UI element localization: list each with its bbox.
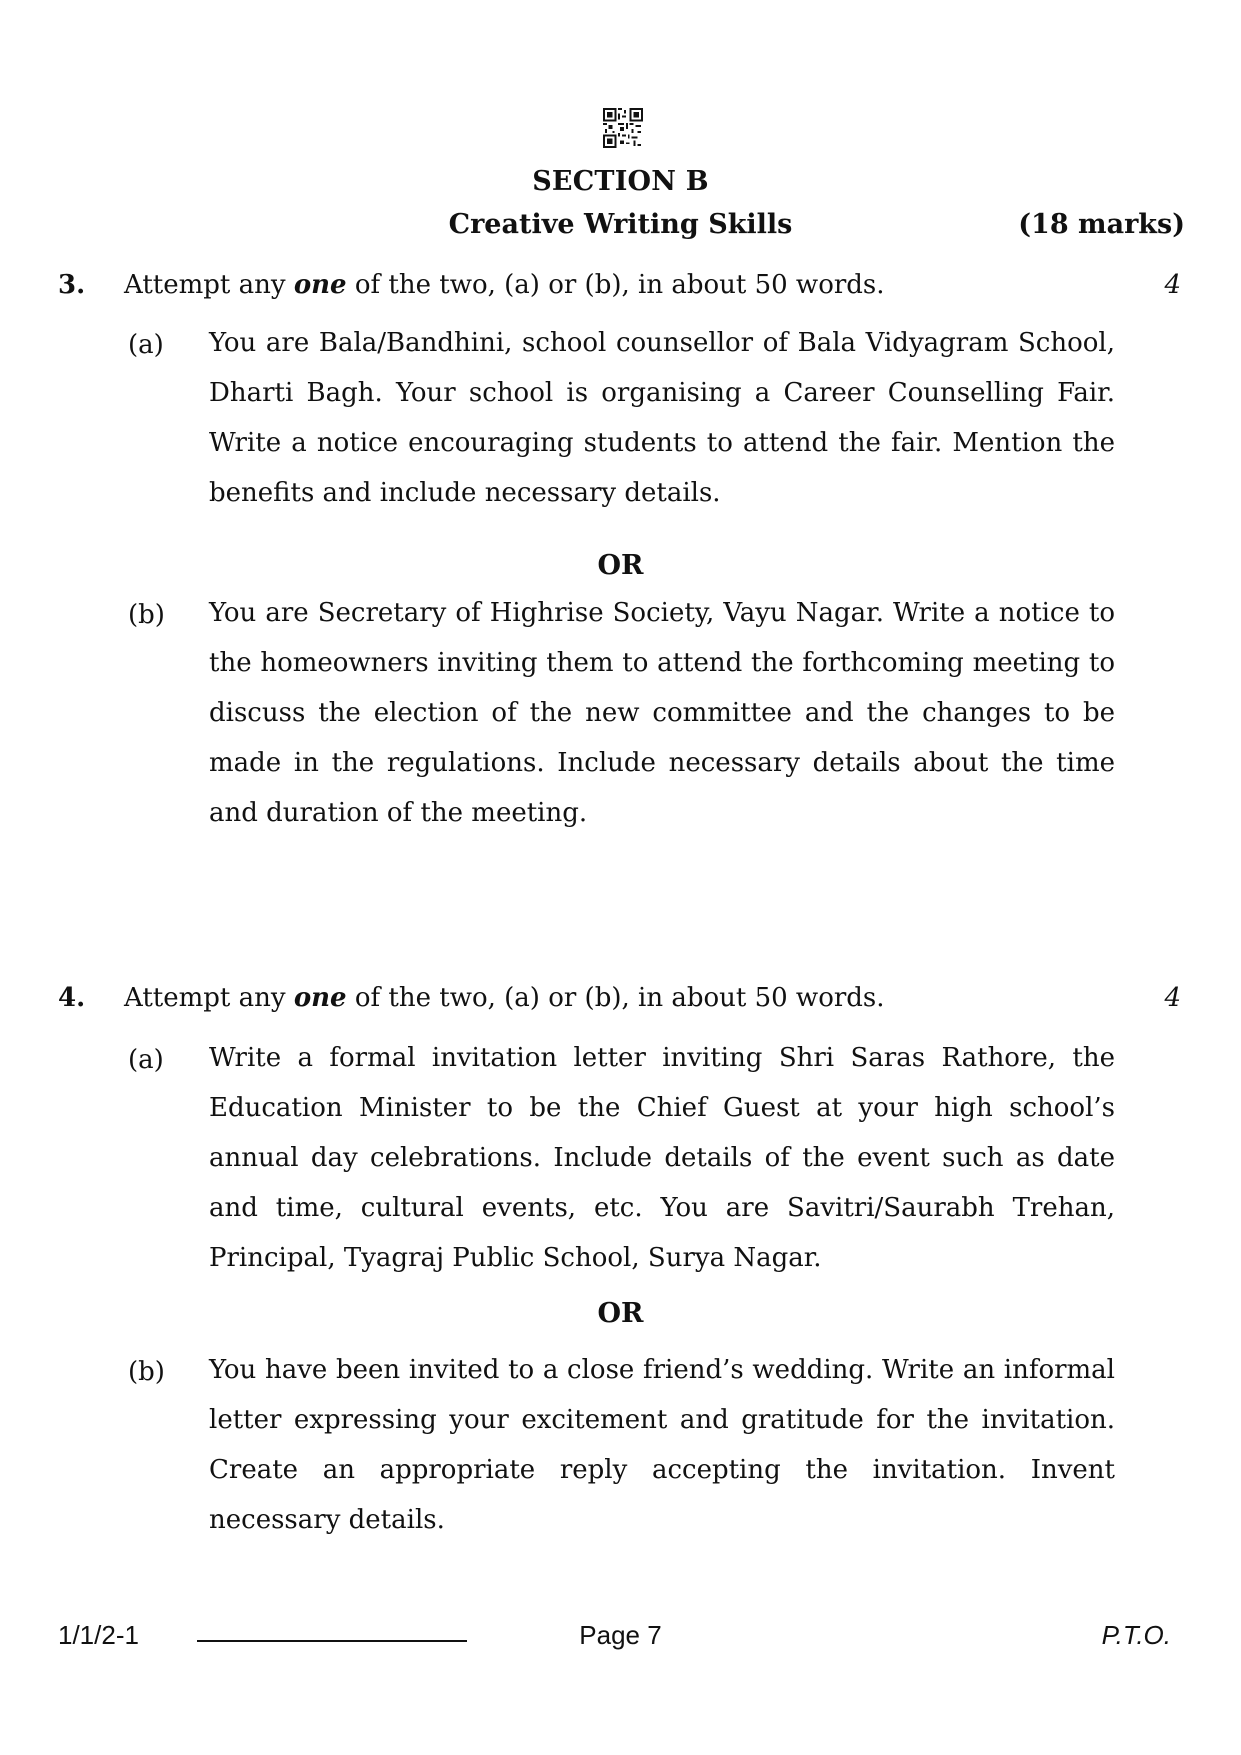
option-text: You have been invited to a close friend’s wedding. Write an informal letter expressing your excitement and gratitude for the invitation. Create an appropriate reply accepting the invitation. Invent necessary details. bbox=[209, 1355, 1115, 1535]
question-instruction: Attempt any one of the two, (a) or (b), in about 50 words. bbox=[124, 983, 885, 1013]
pto-label: P.T.O. bbox=[1101, 1620, 1171, 1650]
question-marks: 4 bbox=[1164, 270, 1181, 300]
section-subtitle: Creative Writing Skills bbox=[448, 209, 793, 240]
paper-code: 1/1/2-1 bbox=[58, 1620, 139, 1650]
page-number: Page 7 bbox=[579, 1620, 662, 1650]
option-text: You are Secretary of Highrise Society, Vayu Nagar. Write a notice to the homeowners inviting them to attend the forthcoming meeting to discuss the election of the new committee and the changes to be made in the regulations. Include necessary details about the time and duration of the meeting. bbox=[209, 598, 1115, 828]
section-title: SECTION B bbox=[532, 166, 709, 197]
option-text: You are Bala/Bandhini, school counsellor of Bala Vidyagram School, Dharti Bagh. Your school is organising a Career Counselling Fair. Write a notice encouraging students to attend the fair. Mention the benefits and include necessary details. bbox=[209, 328, 1115, 508]
option-label: (b) bbox=[128, 1357, 165, 1387]
qr-code-icon bbox=[603, 108, 643, 148]
or-separator: OR bbox=[597, 550, 644, 581]
option-label: (a) bbox=[128, 1045, 164, 1075]
question-number: 3. bbox=[58, 270, 86, 300]
question-instruction: Attempt any one of the two, (a) or (b), in about 50 words. bbox=[124, 270, 885, 300]
question-number: 4. bbox=[58, 983, 86, 1013]
or-separator: OR bbox=[597, 1298, 644, 1329]
section-marks: (18 marks) bbox=[1018, 209, 1185, 240]
question-marks: 4 bbox=[1164, 983, 1181, 1013]
option-label: (a) bbox=[128, 330, 164, 360]
option-label: (b) bbox=[128, 600, 165, 630]
option-text: Write a formal invitation letter inviting Shri Saras Rathore, the Education Minister to be the Chief Guest at your high school’s annual day celebrations. Include details of the event such as date and time, cultural events, etc. You are Savitri/Saurabh Trehan, Principal, Tyagraj Public School, Surya Nagar. bbox=[209, 1043, 1115, 1273]
